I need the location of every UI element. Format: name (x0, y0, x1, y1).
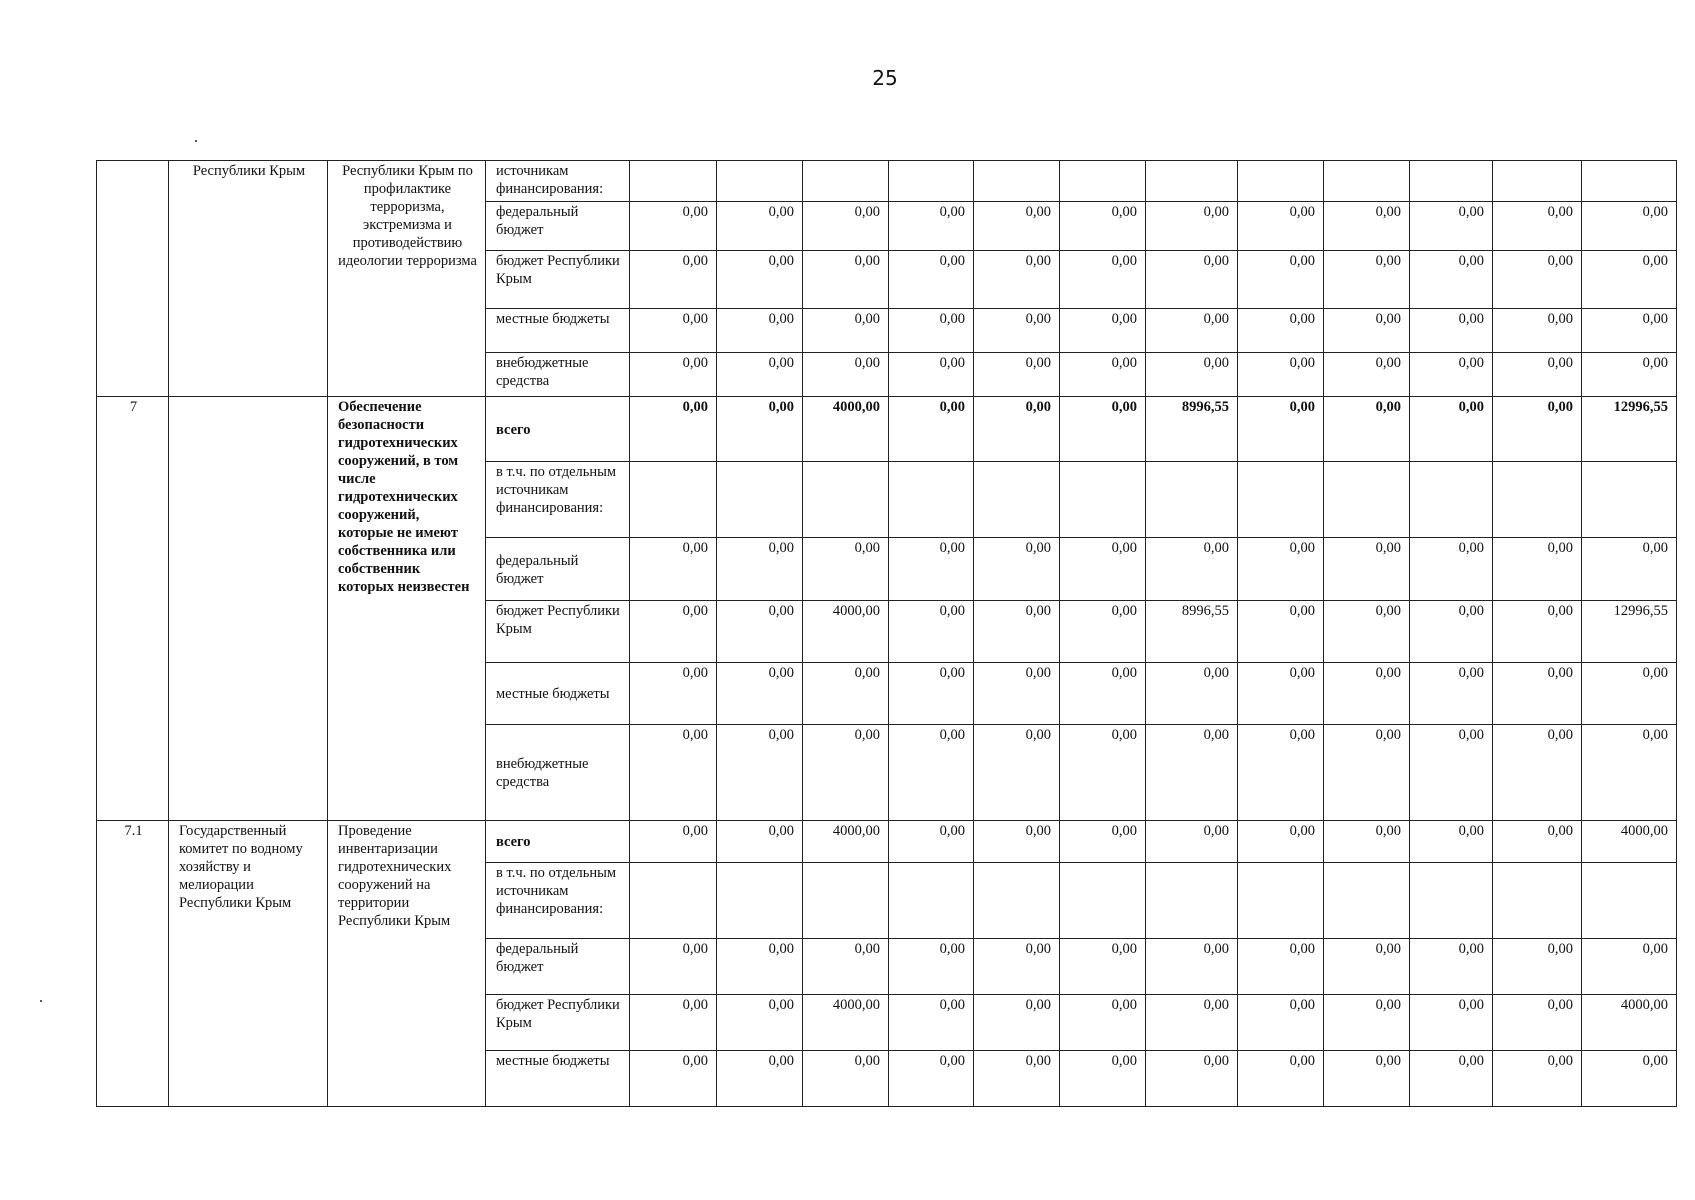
value-cell: 0,00 (974, 663, 1060, 725)
value-cell: 0,00 (1582, 251, 1677, 309)
value-cell: 0,00 (1146, 821, 1238, 863)
value-cell: 0,00 (717, 202, 803, 251)
value-cell: 0,00 (803, 353, 889, 397)
value-cell: 0,00 (717, 601, 803, 663)
value-cell: 0,00 (1238, 353, 1324, 397)
value-cell: 0,00 (974, 821, 1060, 863)
value-cell: 0,00 (717, 1051, 803, 1107)
value-cell: 0,00 (717, 995, 803, 1051)
value-cell: 4000,00 (803, 397, 889, 462)
value-cell: 0,00 (889, 353, 974, 397)
value-cell: 0,00 (1493, 939, 1582, 995)
value-cell: 0,00 (889, 538, 974, 601)
value-cell: 0,00 (974, 939, 1060, 995)
value-cell: 0,00 (1410, 353, 1493, 397)
value-cell: 0,00 (1238, 663, 1324, 725)
value-cell: 0,00 (803, 1051, 889, 1107)
table-row (97, 397, 1677, 462)
value-cell: 0,00 (1060, 939, 1146, 995)
value-cell: 0,00 (889, 1051, 974, 1107)
value-cell: 0,00 (1324, 663, 1410, 725)
value-cell: 8996,55 (1146, 601, 1238, 663)
source-label: федеральный бюджет (486, 202, 630, 251)
value-cell: 0,00 (1324, 353, 1410, 397)
value-cell: 0,00 (717, 939, 803, 995)
value-cell: 0,00 (1493, 821, 1582, 863)
value-cell: 0,00 (889, 939, 974, 995)
value-cell: 0,00 (630, 821, 717, 863)
value-cell: 0,00 (1146, 353, 1238, 397)
value-cell: 0,00 (1493, 1051, 1582, 1107)
value-cell: 4000,00 (803, 821, 889, 863)
value-cell: 0,00 (717, 309, 803, 353)
value-cell: 12996,55 (1582, 397, 1677, 462)
value-cell: 0,00 (974, 995, 1060, 1051)
value-cell: 0,00 (1060, 251, 1146, 309)
value-cell: 0,00 (1238, 251, 1324, 309)
value-cell: 0,00 (889, 309, 974, 353)
value-cell: 0,00 (889, 251, 974, 309)
value-cell: 0,00 (1582, 353, 1677, 397)
source-label: бюджет Республики Крым (486, 601, 630, 663)
source-label: федеральный бюджет (486, 939, 630, 995)
value-cell: 0,00 (1493, 995, 1582, 1051)
value-cell: 0,00 (1324, 397, 1410, 462)
value-cell: 0,00 (1410, 939, 1493, 995)
value-cell: 0,00 (1410, 309, 1493, 353)
value-cell: 0,00 (630, 995, 717, 1051)
event-name-cell: Проведение инвентаризации гидротехнических сооружений на территории Республики Крым (328, 821, 486, 1107)
value-cell: 0,00 (974, 725, 1060, 821)
value-cell: 4000,00 (1582, 995, 1677, 1051)
value-cell: 4000,00 (1582, 821, 1677, 863)
value-cell: 0,00 (1493, 202, 1582, 251)
value-cell: 0,00 (1060, 353, 1146, 397)
index-cell: 7.1 (97, 821, 169, 1107)
value-cell: 0,00 (889, 202, 974, 251)
value-cell: 0,00 (1324, 821, 1410, 863)
value-cell: 0,00 (889, 397, 974, 462)
value-cell: 0,00 (1410, 202, 1493, 251)
table-row (97, 821, 1677, 863)
value-cell: 0,00 (1238, 202, 1324, 251)
value-cell: 0,00 (1324, 939, 1410, 995)
table-body (97, 161, 1677, 1107)
value-cell: 0,00 (889, 663, 974, 725)
value-cell: 0,00 (889, 601, 974, 663)
event-name-cell: Обеспечение безопасности гидротехнических сооружений, в том числе гидротехнических сооружений, которые не имеют собственника или собственник которых неизвестен (328, 397, 486, 821)
value-cell: 0,00 (1582, 939, 1677, 995)
value-cell: 0,00 (1582, 663, 1677, 725)
value-cell: 0,00 (974, 202, 1060, 251)
value-cell: 0,00 (717, 538, 803, 601)
value-cell: 0,00 (717, 663, 803, 725)
value-cell: 0,00 (974, 251, 1060, 309)
value-cell: 0,00 (1493, 251, 1582, 309)
value-cell: 0,00 (1238, 538, 1324, 601)
value-cell: 0,00 (1493, 601, 1582, 663)
value-cell: 0,00 (717, 353, 803, 397)
value-cell: 0,00 (1324, 202, 1410, 251)
value-cell: 0,00 (1410, 601, 1493, 663)
value-cell: 0,00 (1238, 309, 1324, 353)
value-cell: 0,00 (630, 353, 717, 397)
table-row (97, 161, 1677, 202)
value-cell: 0,00 (717, 397, 803, 462)
value-cell: 0,00 (1146, 538, 1238, 601)
value-cell: 0,00 (803, 251, 889, 309)
value-cell: 0,00 (1238, 939, 1324, 995)
source-label: местные бюджеты (486, 1051, 630, 1107)
value-cell: 4000,00 (803, 995, 889, 1051)
value-cell: 0,00 (1324, 538, 1410, 601)
index-cell: 7 (97, 397, 169, 821)
value-cell: 0,00 (803, 538, 889, 601)
value-cell: 0,00 (1146, 202, 1238, 251)
executor-cell: Государственный комитет по водному хозяйству и мелиорации Республики Крым (169, 821, 328, 1107)
value-cell: 0,00 (1324, 601, 1410, 663)
value-cell: 0,00 (1410, 725, 1493, 821)
value-cell: 0,00 (630, 309, 717, 353)
executor-cell (169, 397, 328, 821)
value-cell: 0,00 (889, 821, 974, 863)
source-label: всего (486, 821, 630, 863)
value-cell: 0,00 (1410, 538, 1493, 601)
value-cell: 0,00 (803, 939, 889, 995)
value-cell: 0,00 (1060, 601, 1146, 663)
value-cell: 0,00 (630, 725, 717, 821)
value-cell: 4000,00 (803, 601, 889, 663)
value-cell: 0,00 (1410, 1051, 1493, 1107)
value-cell: 0,00 (630, 663, 717, 725)
value-cell: 0,00 (717, 251, 803, 309)
source-label: внебюджетные средства (486, 353, 630, 397)
scan-speck (195, 140, 197, 142)
value-cell: 0,00 (1582, 1051, 1677, 1107)
value-cell: 12996,55 (1582, 601, 1677, 663)
value-cell: 0,00 (1493, 353, 1582, 397)
value-cell: 0,00 (1146, 1051, 1238, 1107)
value-cell: 0,00 (1324, 251, 1410, 309)
value-cell: 0,00 (803, 663, 889, 725)
value-cell: 0,00 (630, 601, 717, 663)
value-cell: 0,00 (1324, 725, 1410, 821)
value-cell: 0,00 (630, 939, 717, 995)
value-cell: 8996,55 (1146, 397, 1238, 462)
value-cell: 0,00 (1146, 939, 1238, 995)
value-cell: 0,00 (1493, 538, 1582, 601)
value-cell: 0,00 (1324, 995, 1410, 1051)
value-cell: 0,00 (1060, 663, 1146, 725)
source-label: всего (486, 397, 630, 462)
source-label: внебюджетные средства (486, 725, 630, 821)
value-cell: 0,00 (889, 995, 974, 1051)
value-cell: 0,00 (1060, 1051, 1146, 1107)
value-cell: 0,00 (1146, 309, 1238, 353)
value-cell: 0,00 (1410, 821, 1493, 863)
value-cell: 0,00 (1060, 821, 1146, 863)
value-cell: 0,00 (1410, 251, 1493, 309)
value-cell: 0,00 (803, 309, 889, 353)
source-label: федеральный бюджет (486, 538, 630, 601)
index-cell (97, 161, 169, 397)
value-cell: 0,00 (1238, 995, 1324, 1051)
value-cell: 0,00 (630, 1051, 717, 1107)
value-cell: 0,00 (974, 1051, 1060, 1107)
value-cell: 0,00 (974, 601, 1060, 663)
value-cell: 0,00 (1238, 821, 1324, 863)
value-cell: 0,00 (1410, 995, 1493, 1051)
source-label: источникам финансирования: (486, 161, 630, 202)
value-cell: 0,00 (1060, 309, 1146, 353)
value-cell: 0,00 (630, 397, 717, 462)
value-cell: 0,00 (1238, 1051, 1324, 1107)
value-cell: 0,00 (1410, 663, 1493, 725)
value-cell: 0,00 (1493, 397, 1582, 462)
value-cell: 0,00 (1060, 995, 1146, 1051)
value-cell: 0,00 (1324, 1051, 1410, 1107)
value-cell: 0,00 (717, 725, 803, 821)
value-cell: 0,00 (974, 353, 1060, 397)
value-cell: 0,00 (630, 538, 717, 601)
value-cell: 0,00 (1060, 397, 1146, 462)
budget-table (96, 160, 1677, 1107)
value-cell: 0,00 (974, 309, 1060, 353)
source-label: бюджет Республики Крым (486, 995, 630, 1051)
value-cell: 0,00 (1060, 725, 1146, 821)
executor-cell: Республики Крым (169, 161, 328, 397)
value-cell: 0,00 (717, 821, 803, 863)
value-cell: 0,00 (1410, 397, 1493, 462)
value-cell: 0,00 (630, 202, 717, 251)
value-cell: 0,00 (1324, 309, 1410, 353)
value-cell: 0,00 (1146, 995, 1238, 1051)
value-cell: 0,00 (1238, 397, 1324, 462)
value-cell: 0,00 (974, 397, 1060, 462)
value-cell: 0,00 (974, 538, 1060, 601)
source-label: в т.ч. по отдельным источникам финансирования: (486, 863, 630, 939)
value-cell: 0,00 (803, 725, 889, 821)
scan-speck (40, 1000, 42, 1002)
value-cell: 0,00 (1582, 538, 1677, 601)
value-cell: 0,00 (1493, 725, 1582, 821)
event-name-cell: Республики Крым по профилактике терроризма, экстремизма и противодействию идеологии терроризма (328, 161, 486, 397)
value-cell: 0,00 (1146, 725, 1238, 821)
value-cell: 0,00 (1493, 309, 1582, 353)
page-number: 25 (872, 66, 898, 90)
value-cell: 0,00 (1582, 309, 1677, 353)
value-cell: 0,00 (1238, 601, 1324, 663)
source-label: в т.ч. по отдельным источникам финансирования: (486, 462, 630, 538)
value-cell: 0,00 (1146, 251, 1238, 309)
value-cell: 0,00 (1582, 202, 1677, 251)
value-cell: 0,00 (1582, 725, 1677, 821)
value-cell: 0,00 (630, 251, 717, 309)
value-cell: 0,00 (1238, 725, 1324, 821)
value-cell: 0,00 (1493, 663, 1582, 725)
source-label: местные бюджеты (486, 309, 630, 353)
value-cell: 0,00 (1146, 663, 1238, 725)
value-cell: 0,00 (1060, 202, 1146, 251)
value-cell: 0,00 (889, 725, 974, 821)
source-label: местные бюджеты (486, 663, 630, 725)
value-cell: 0,00 (803, 202, 889, 251)
source-label: бюджет Республики Крым (486, 251, 630, 309)
value-cell: 0,00 (1060, 538, 1146, 601)
